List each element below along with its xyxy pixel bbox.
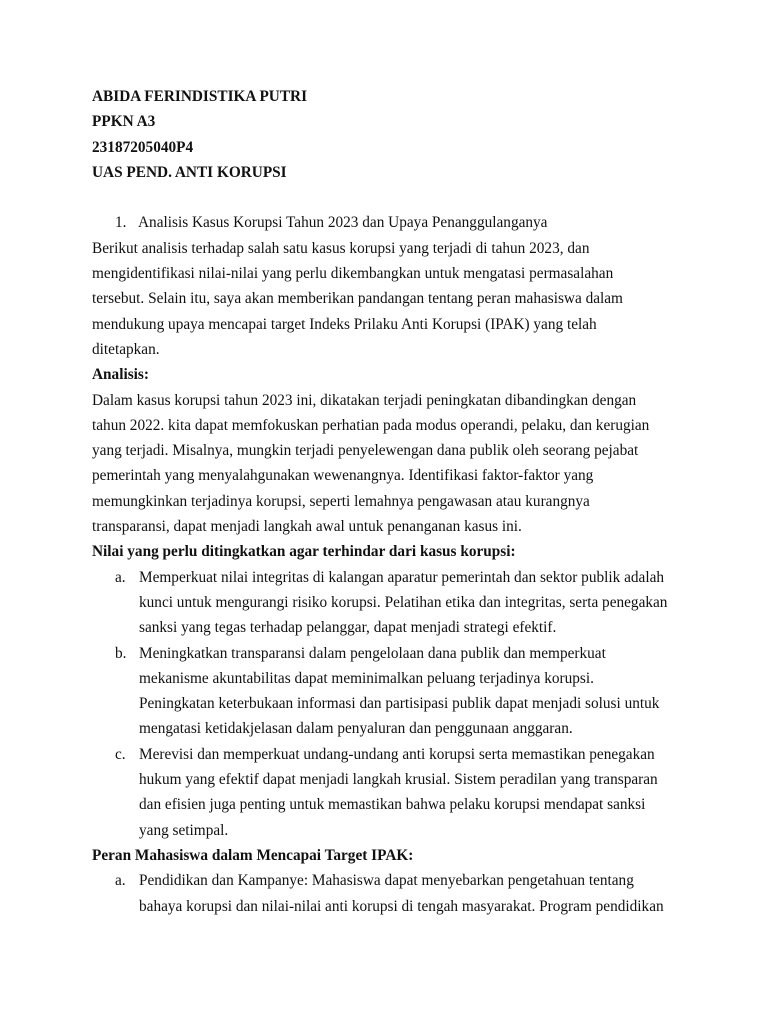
- list-item: [92, 565, 682, 641]
- analysis-line: Dalam kasus korupsi tahun 2023 ini, dikatakan terjadi peningkatan dibandingkan dengan: [92, 391, 637, 409]
- analysis-line: pemerintah yang menyalahgunakan wewenangnya. Identifikasi faktor-faktor yang: [92, 467, 594, 485]
- list-item-line: Merevisi dan memperkuat undang-undang anti korupsi serta memastikan penegakan: [139, 745, 655, 763]
- list-item-line: mekanisme akuntabilitas dapat meminimalkan peluang terjadinya korupsi.: [139, 669, 594, 687]
- list-item: [92, 641, 682, 742]
- author-name: ABIDA FERINDISTIKA PUTRI: [92, 88, 308, 105]
- list-item-line: bahaya korupsi dan nilai-nilai anti korupsi di tengah masyarakat. Program pendidikan: [139, 897, 664, 915]
- list-marker: a.: [115, 568, 126, 586]
- section-1-number: 1.: [115, 214, 127, 232]
- list-item-line: sanksi yang tegas terhadap pelanggar, dapat menjadi strategi efektif.: [139, 619, 557, 637]
- list-item-line: Memperkuat nilai integritas di kalangan aparatur pemerintah dan sektor publik adalah: [139, 568, 665, 586]
- intro-paragraph: [92, 236, 682, 362]
- list-item-line: yang setimpal.: [139, 821, 229, 839]
- spacer: [92, 185, 682, 210]
- intro-line: tersebut. Selain itu, saya akan memberikan pandangan tentang peran mahasiswa dalam: [92, 290, 623, 308]
- list-item-line: mengatasi ketidakjelasan dalam penyaluran dan penggunaan anggaran.: [139, 720, 573, 738]
- analysis-line: yang terjadi. Misalnya, mungkin terjadi penyelewengan dana publik oleh seorang pejabat: [92, 442, 639, 460]
- analysis-line: memungkinkan terjadinya korupsi, seperti lemahnya pengawasan atau kurangnya: [92, 492, 590, 510]
- intro-line: mendukung upaya mencapai target Indeks Prilaku Anti Korupsi (IPAK) yang telah: [92, 315, 597, 333]
- analysis-heading: Analisis:: [92, 366, 149, 384]
- values-heading: Nilai yang perlu ditingkatkan agar terhindar dari kasus korupsi:: [92, 543, 516, 561]
- section-1-title: [92, 210, 682, 235]
- analysis-line: transparansi, dapat menjadi langkah awal untuk penanganan kasus ini.: [92, 518, 522, 536]
- section-1-title-text: Analisis Kasus Korupsi Tahun 2023 dan Upaya Penanggulanganya: [138, 214, 548, 232]
- intro-line: Berikut analisis terhadap salah satu kasus korupsi yang terjadi di tahun 2023, dan: [92, 239, 590, 257]
- list-item: [92, 742, 682, 843]
- intro-line: mengidentifikasi nilai-nilai yang perlu dikembangkan untuk mengatasi permasalahan: [92, 265, 614, 283]
- list-item-line: hukum yang efektif dapat menjadi langkah krusial. Sistem peradilan yang transparan: [139, 771, 658, 789]
- header-block: [92, 84, 682, 185]
- role-heading: Peran Mahasiswa dalam Mencapai Target IPAK:: [92, 846, 414, 864]
- values-list: [92, 565, 682, 843]
- list-item: [92, 868, 682, 919]
- class-label: PPKN A3: [92, 113, 156, 131]
- list-item-line: Peningkatan keterbukaan informasi dan partisipasi publik dapat menjadi solusi untuk: [139, 695, 660, 713]
- list-marker: b.: [115, 644, 127, 662]
- list-marker: a.: [115, 872, 126, 890]
- analysis-paragraph: [92, 388, 682, 540]
- role-list: [92, 868, 682, 919]
- list-marker: c.: [115, 745, 126, 763]
- list-item-line: Meningkatkan transparansi dalam pengelolaan dana publik dan memperkuat: [139, 644, 606, 662]
- list-item-line: Pendidikan dan Kampanye: Mahasiswa dapat menyebarkan pengetahuan tentang: [139, 872, 634, 890]
- analysis-line: tahun 2022. kita dapat memfokuskan perhatian pada modus operandi, pelaku, dan kerugian: [92, 416, 650, 434]
- document-body: [92, 84, 682, 919]
- exam-title: UAS PEND. ANTI KORUPSI: [92, 163, 287, 181]
- list-item-line: kunci untuk mengurangi risiko korupsi. Pelatihan etika dan integritas, serta penegakan: [139, 593, 668, 611]
- student-id: 23187205040P4: [92, 138, 194, 156]
- list-item-line: dan efisien juga penting untuk memastikan bahwa pelaku korupsi mendapat sanksi: [139, 796, 646, 814]
- intro-line: ditetapkan.: [92, 340, 160, 358]
